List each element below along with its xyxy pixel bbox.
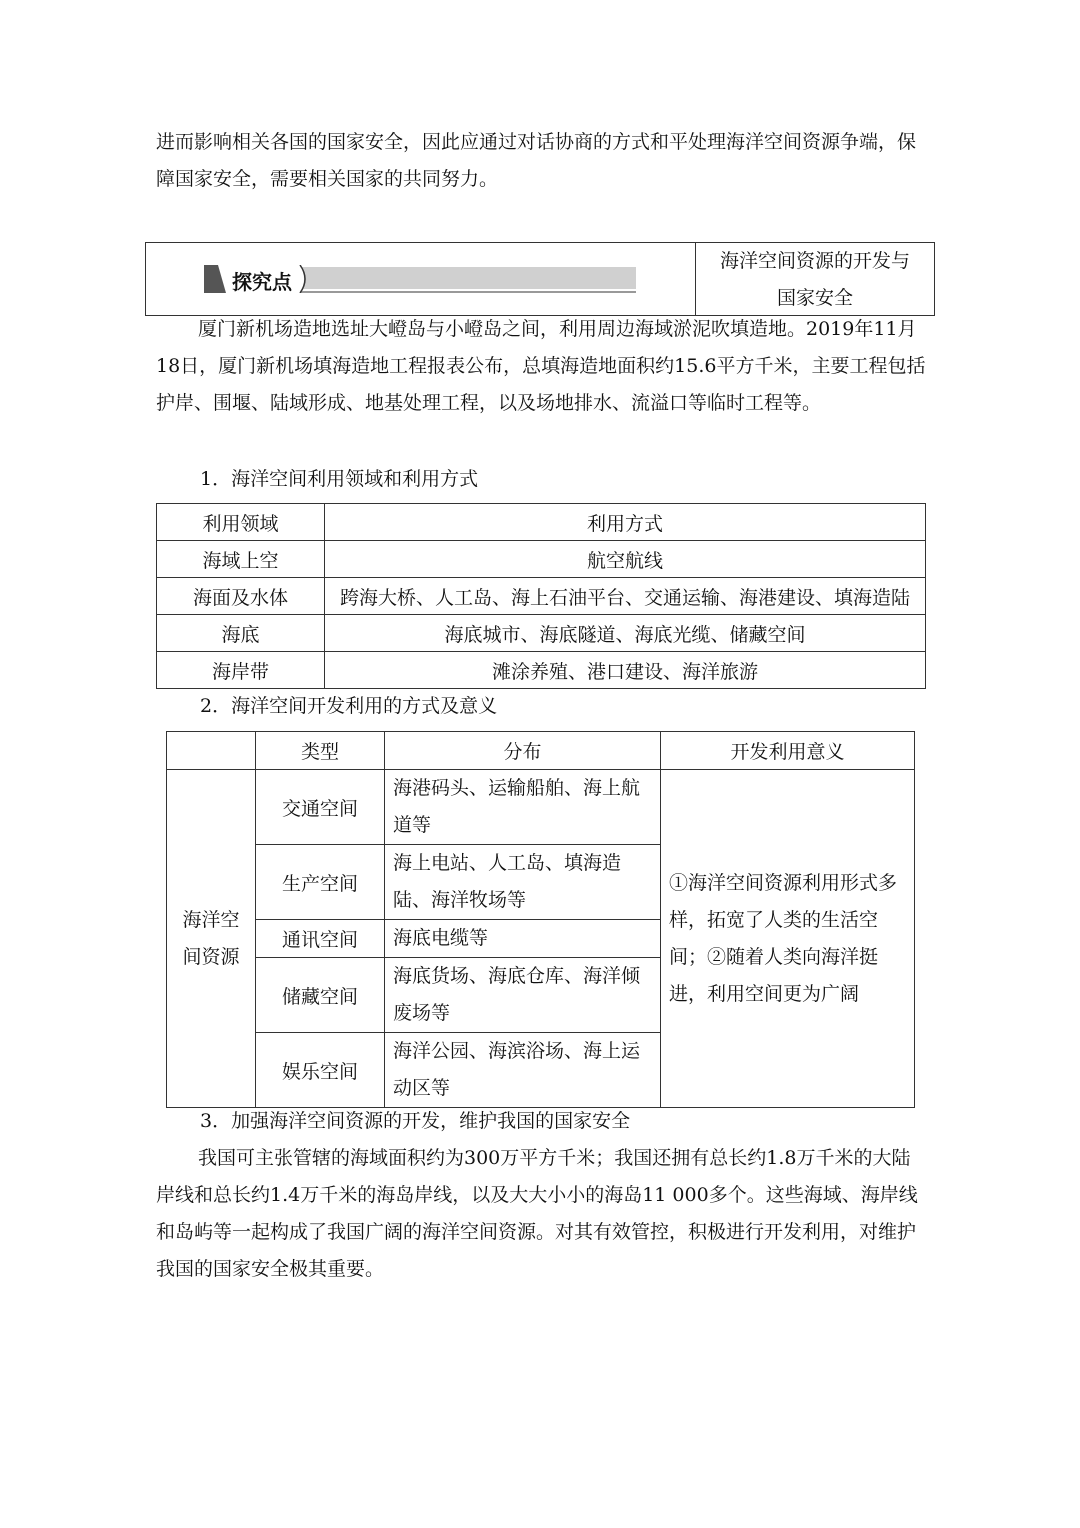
dist-cell: 海洋公园、海滨浴场、海上运动区等 [385, 1033, 661, 1108]
table-cell: 海底 [157, 615, 325, 652]
dist-cell: 海港码头、运输船舶、海上航道等 [385, 770, 661, 845]
table-cell: 海岸带 [157, 652, 325, 689]
table-cell: 海面及水体 [157, 578, 325, 615]
table-header-row [157, 504, 926, 541]
inquiry-topic: 海洋空间资源的开发与 国家安全 [719, 250, 910, 309]
table-row [157, 541, 926, 578]
table-header-cell: 类型 [256, 732, 385, 770]
table-header-cell: 分布 [385, 732, 661, 770]
inquiry-header-box [145, 242, 935, 316]
table-header-cell [167, 732, 256, 770]
section3-heading: 3．加强海洋空间资源的开发，维护我国的国家安全 [200, 1110, 631, 1132]
inquiry-label-bar [204, 265, 636, 293]
case-paragraph: 厦门新机场造地选址大嶝岛与小嶝岛之间，利用周边海域淤泥吹填造地。2019年11月18日，厦门新机场填海造地工程报表公布，总填海造地面积约15.6平方千米，主要工程包括护岸、围堰、陆域形成、地基处理工程，以及场地排水、流溢口等临时工程等。 [156, 318, 926, 414]
table-row [167, 770, 915, 845]
meaning-cell: ①海洋空间资源利用形式多样，拓宽了人类的生活空间；②随着人类向海洋挺进，利用空间更为广阔 [661, 770, 915, 1108]
section2-heading: 2．海洋空间开发利用的方式及意义 [200, 695, 498, 717]
group-label-cell: 海洋空间资源 [167, 770, 256, 1108]
inquiry-label: 探究点 [232, 270, 292, 294]
dist-cell: 海底电缆等 [385, 920, 661, 958]
table-cell: 海域上空 [157, 541, 325, 578]
table-header-cell: 利用方式 [325, 504, 926, 541]
section3-paragraph: 我国可主张管辖的海域面积约为300万平方千米；我国还拥有总长约1.8万千米的大陆岸线和总长约1.4万千米的海岛岸线，以及大大小小的海岛11 000多个。这些海域、海岸线和岛屿等一起构成了我国广阔的海洋空间资源。对其有效管控，积极进行开发利用，对维护我国的国家安全极其重要。 [156, 1147, 918, 1280]
table-row [157, 652, 926, 689]
type-cell: 娱乐空间 [256, 1033, 385, 1108]
space-resource-table [166, 731, 915, 1108]
intro-paragraph: 进而影响相关各国的国家安全，因此应通过对话协商的方式和平处理海洋空间资源争端，保障国家安全，需要相关国家的共同努力。 [156, 131, 917, 190]
table-row [157, 578, 926, 615]
type-cell: 通讯空间 [256, 920, 385, 958]
table-header-row [167, 732, 915, 770]
type-cell: 储藏空间 [256, 958, 385, 1033]
table-cell: 跨海大桥、人工岛、海上石油平台、交通运输、海港建设、填海造陆 [325, 578, 926, 615]
table-row [157, 615, 926, 652]
table-cell: 航空航线 [325, 541, 926, 578]
use-domain-table [156, 503, 926, 689]
table-cell: 海底城市、海底隧道、海底光缆、储藏空间 [325, 615, 926, 652]
type-cell: 生产空间 [256, 845, 385, 920]
section1-heading: 1．海洋空间利用领域和利用方式 [200, 468, 479, 490]
type-cell: 交通空间 [256, 770, 385, 845]
table-header-cell: 利用领域 [157, 504, 325, 541]
table-cell: 滩涂养殖、港口建设、海洋旅游 [325, 652, 926, 689]
table-header-cell: 开发利用意义 [661, 732, 915, 770]
dist-cell: 海底货场、海底仓库、海洋倾废场等 [385, 958, 661, 1033]
dist-cell: 海上电站、人工岛、填海造陆、海洋牧场等 [385, 845, 661, 920]
